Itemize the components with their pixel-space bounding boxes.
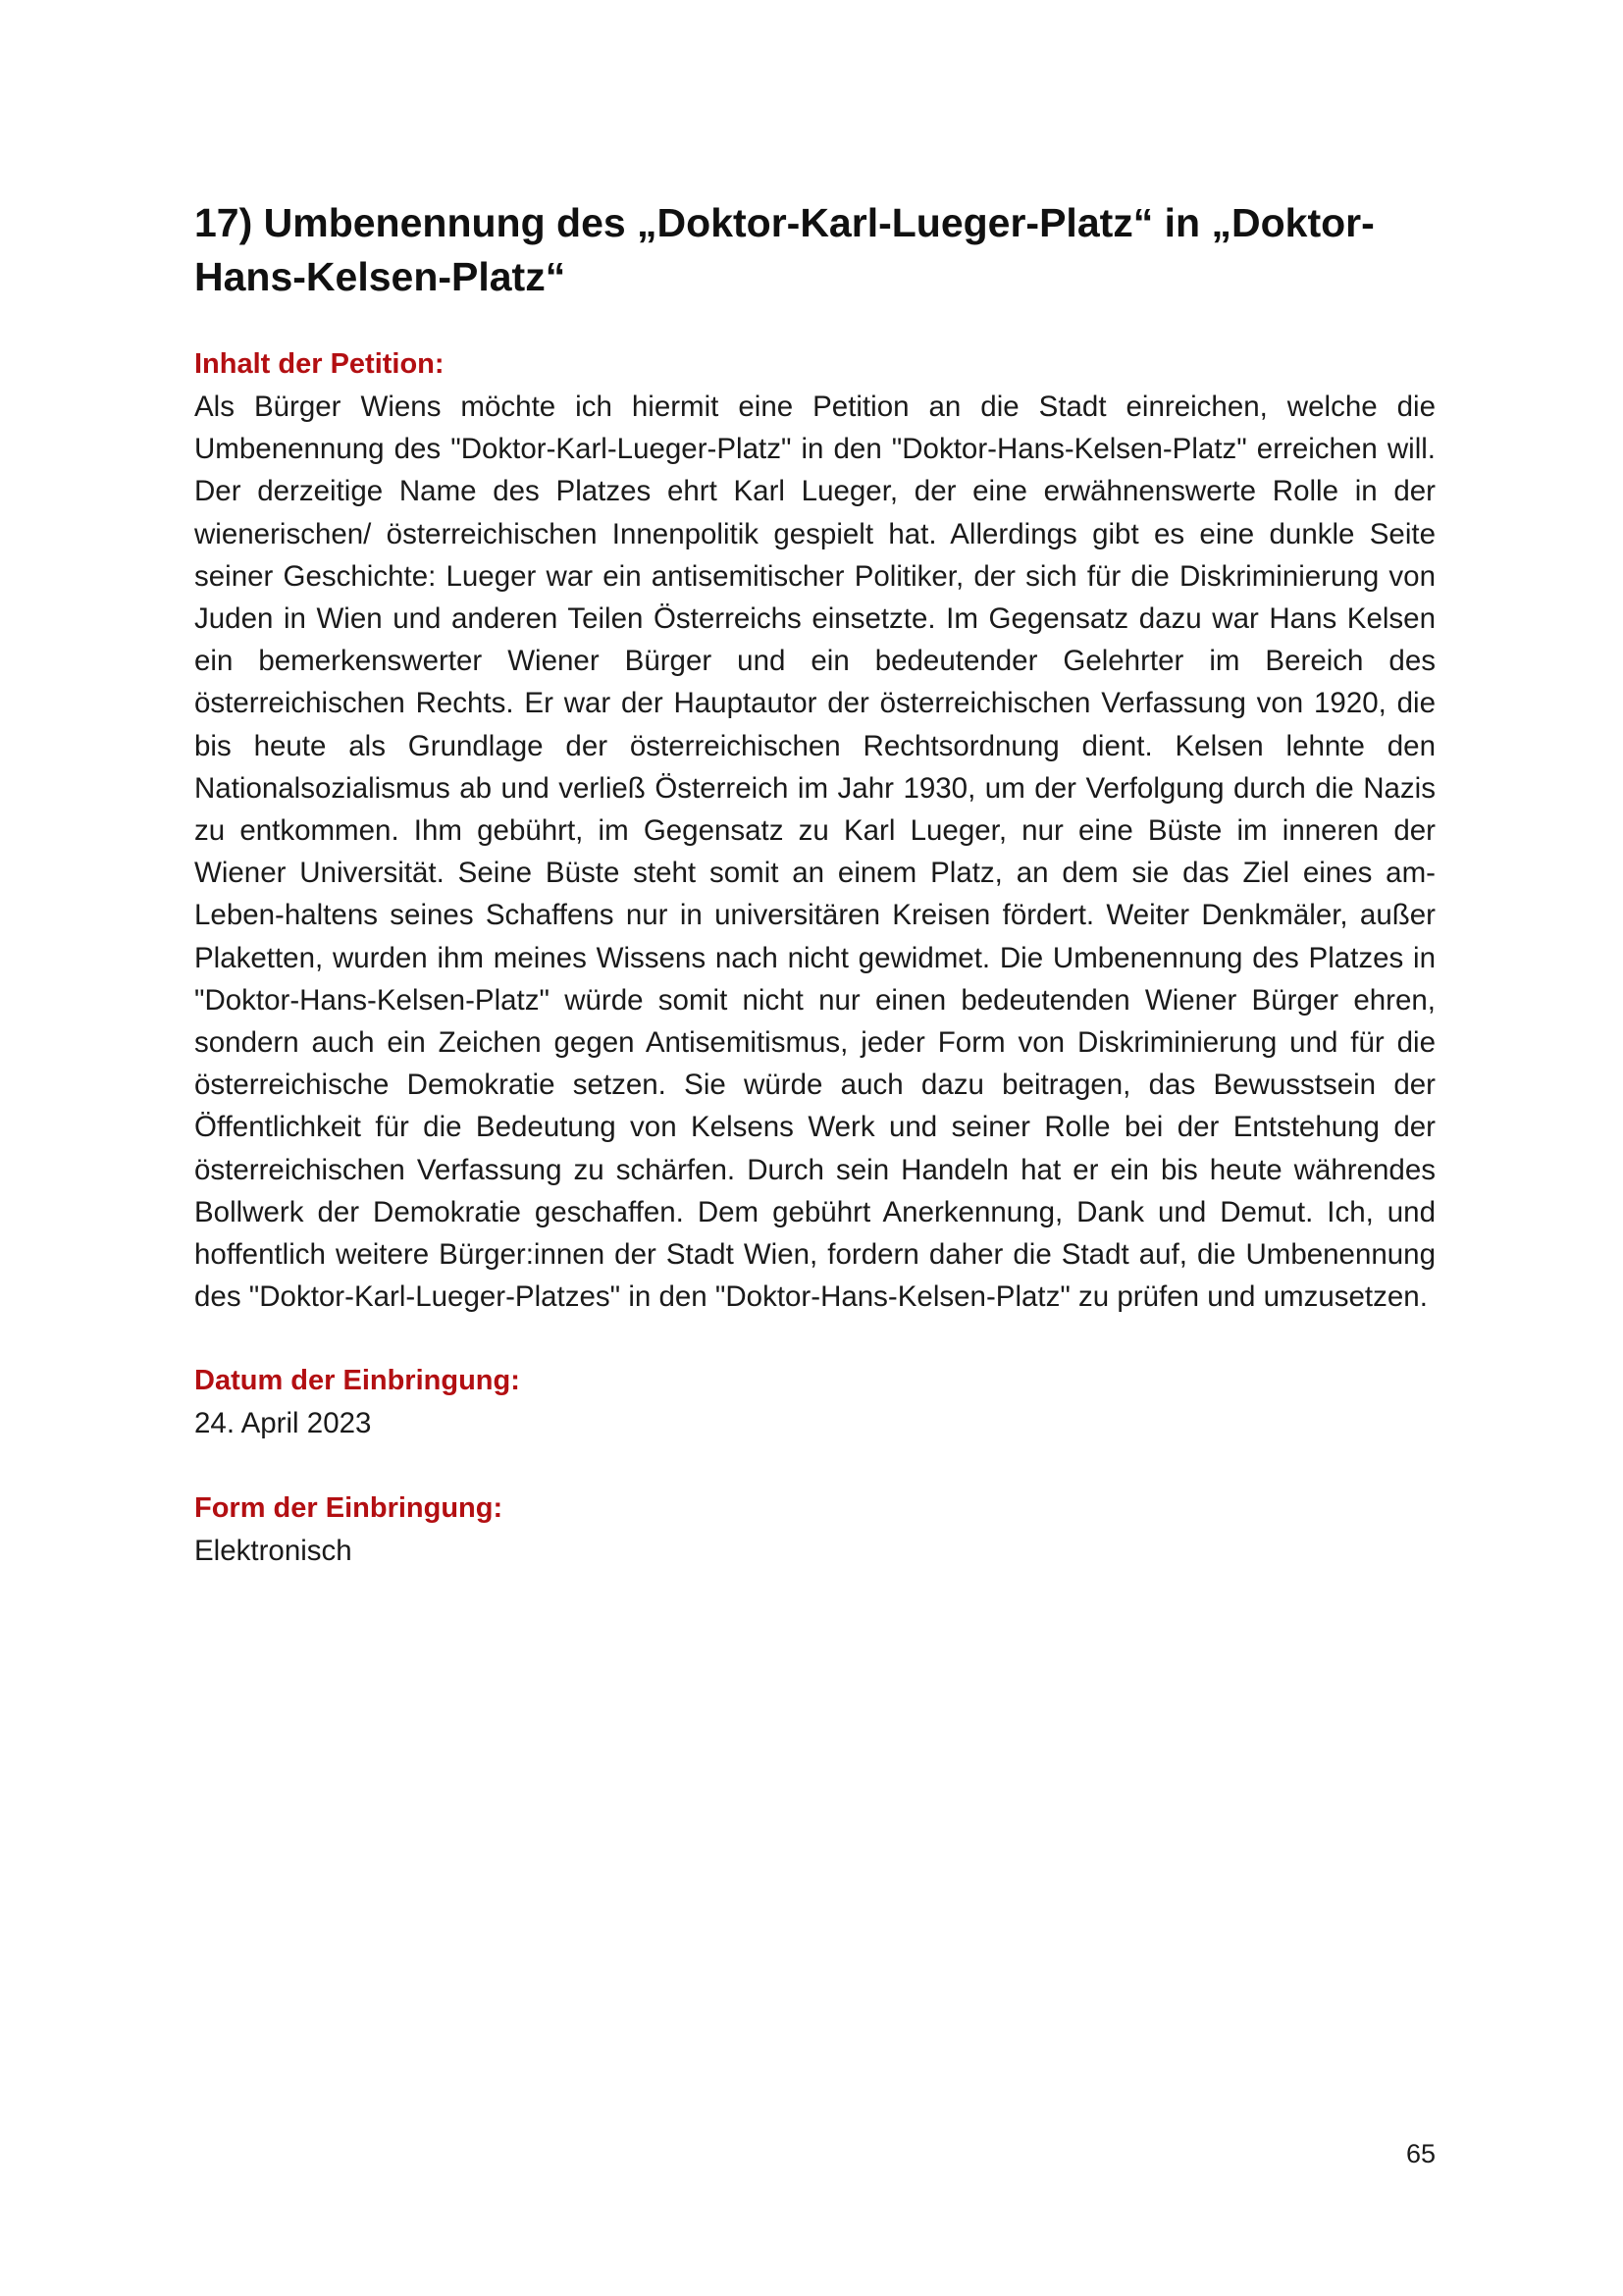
datum-section bbox=[194, 1360, 1436, 1444]
datum-label: Datum der Einbringung: bbox=[194, 1365, 520, 1397]
form-section bbox=[194, 1487, 1436, 1572]
page-title: 17) Umbenennung des „Doktor-Karl-Lueger-Platz“ in „Doktor-Hans-Kelsen-Platz“ bbox=[194, 200, 1375, 299]
page-number: 65 bbox=[1405, 2139, 1436, 2168]
petition-label: Inhalt der Petition: bbox=[194, 348, 445, 380]
document-page bbox=[194, 196, 1436, 1572]
petition-text: Als Bürger Wiens möchte ich hiermit eine Petition an die Stadt einreichen, welche die Umbenennung des "Doktor-Karl-Lueger-Platz" in den "Doktor-Hans-Kelsen-Platz" erreichen will. Der derzeitige Name des Platzes ehrt Karl Lueger, der eine erwähnenswerte Rolle in der wienerischen/ österreichischen Innenpolitik gespielt hat. Allerdings gibt es eine dunkle Seite seiner Geschichte: Lueger war ein antisemitischer Politiker, der sich für die Diskriminierung von Juden in Wien und anderen Teilen Österreichs einsetzte. Im Gegensatz dazu war Hans Kelsen ein bemerkenswerter Wiener Bürger und ein bedeutender Gelehrter im Bereich des österreichischen Rechts. Er war der Hauptautor der österreichischen Verfassung von 1920, die bis heute als Grundlage der österreichischen Rechtsordnung dient. Kelsen lehnte den Nationalsozialismus ab und verließ Österreich im Jahr 1930, um der Verfolgung durch die Nazis zu entkommen. Ihm gebührt, im Gegensatz zu Karl Lueger, nur eine Büste im inneren der Wiener Universität. Seine Büste steht somit an einem Platz, an dem sie das Ziel eines am-Leben-haltens seines Schaffens nur in universitären Kreisen fördert. Weiter Denkmäler, außer Plaketten, wurden ihm meines Wissens nach nicht gewidmet. Die Umbenennung des Platzes in "Doktor-Hans-Kelsen-Platz" würde somit nicht nur einen bedeutenden Wiener Bürger ehren, sondern auch ein Zeichen gegen Antisemitismus, jeder Form von Diskriminierung und für die österreichische Demokratie setzen. Sie würde auch dazu beitragen, das Bewusstsein der Öffentlichkeit für die Bedeutung von Kelsens Werk und seiner Rolle bei der Entstehung der österreichischen Verfassung zu schärfen. Durch sein Handeln hat er ein bis heute währendes Bollwerk der Demokratie geschaffen. Dem gebührt Anerkennung, Dank und Demut. Ich, und hoffentlich weitere Bürger:innen der Stadt Wien, fordern daher die Stadt auf, die Umbenennung des "Doktor-Karl-Lueger-Platzes" in den "Doktor-Hans-Kelsen-Platz" zu prüfen und umzusetzen. bbox=[194, 391, 1436, 1314]
form-value: Elektronisch bbox=[194, 1534, 352, 1567]
datum-value: 24. April 2023 bbox=[194, 1407, 372, 1440]
petition-section bbox=[194, 343, 1436, 1318]
form-label: Form der Einbringung: bbox=[194, 1491, 503, 1524]
